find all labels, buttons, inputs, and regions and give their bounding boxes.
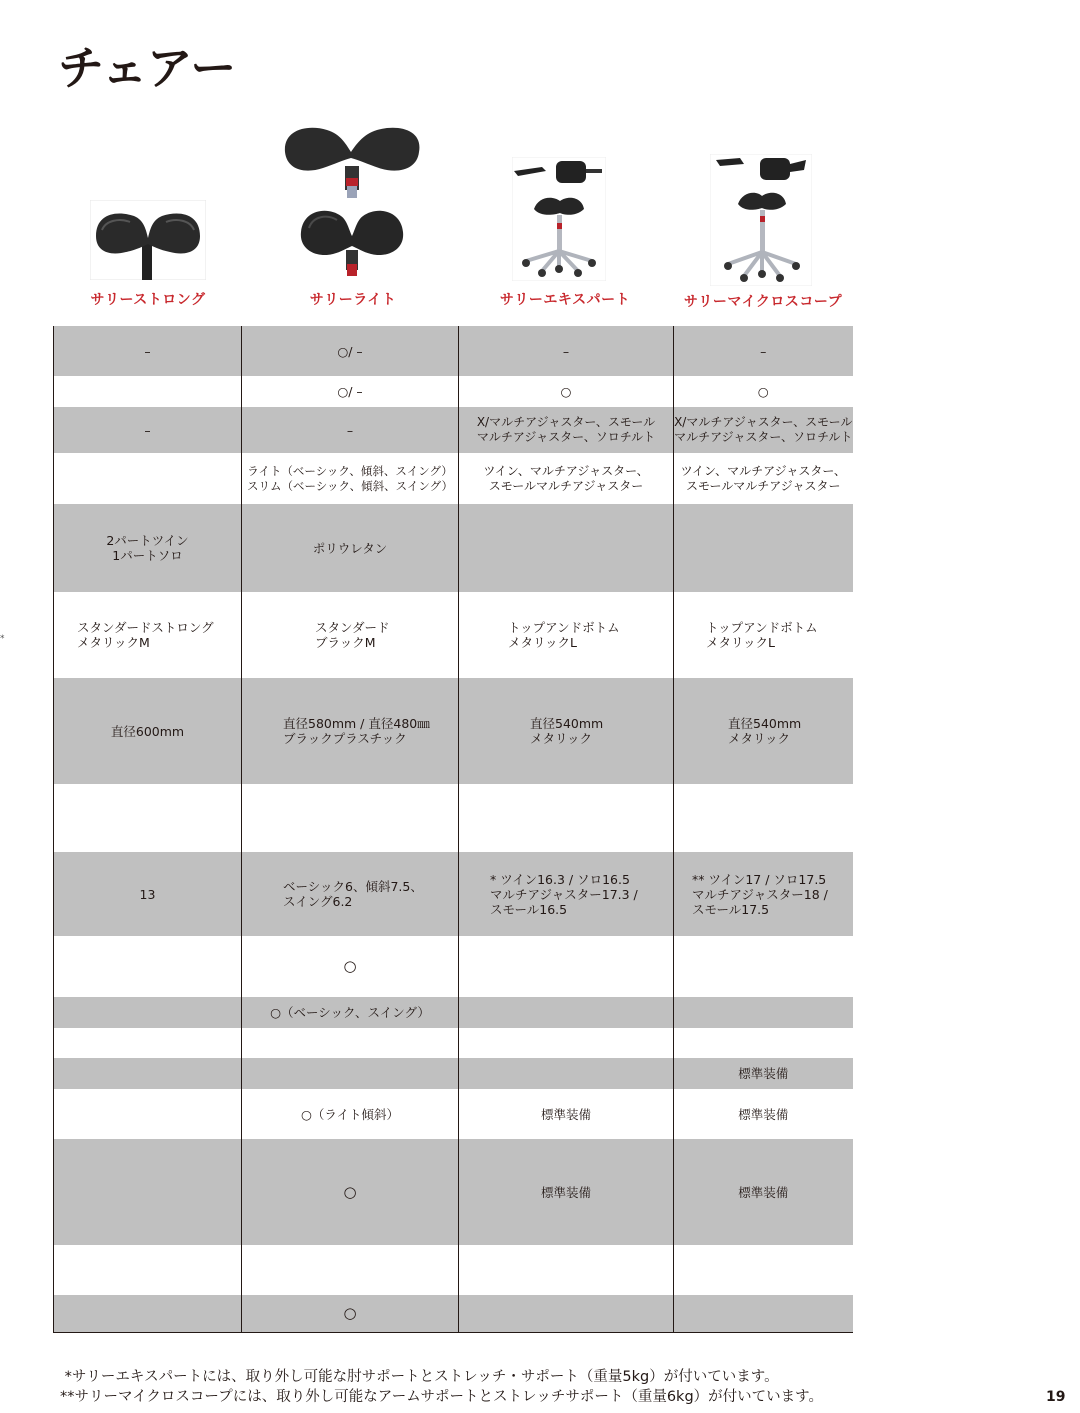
table-cell: スタンダードストロング メタリックM	[54, 592, 242, 678]
product-name-expert: サリーエキスパート	[499, 292, 631, 308]
table-cell: 標準装備	[459, 1139, 674, 1245]
table-cell: ベーシック6、傾斜7.5、 スイング6.2	[242, 852, 459, 936]
table-row	[54, 784, 853, 852]
table-cell	[54, 1245, 242, 1295]
table-cell	[54, 997, 242, 1028]
table-cell: ○（ベーシック、スイング）	[242, 997, 459, 1028]
table-cell	[54, 376, 242, 407]
table-cell: ○/ –	[242, 326, 459, 376]
spec-table	[53, 326, 853, 1333]
table-row	[54, 592, 853, 678]
table-cell: ○	[242, 1139, 459, 1245]
table-cell: ○	[674, 376, 853, 407]
table-cell	[674, 1295, 853, 1332]
table-row	[54, 997, 853, 1028]
table-cell: X/マルチアジャスター、スモール マルチアジャスター、ソロチルト	[459, 407, 674, 453]
table-cell	[54, 1089, 242, 1139]
table-cell	[459, 504, 674, 592]
table-cell	[459, 784, 674, 852]
table-cell	[674, 997, 853, 1028]
table-row	[54, 936, 853, 997]
table-cell	[54, 1295, 242, 1332]
table-row	[54, 678, 853, 784]
table-cell: ○/ –	[242, 376, 459, 407]
table-cell: ** ツイン17 / ソロ17.5 マルチアジャスター18 / スモール17.5	[674, 852, 853, 936]
table-cell	[459, 936, 674, 997]
table-cell: –	[459, 326, 674, 376]
table-cell: 13	[54, 852, 242, 936]
product-image-light-top	[279, 122, 425, 198]
footnote-microscope: **サリーマイクロスコープには、取り外し可能なアームサポートとストレッチサポート（重量6kg）が付いています。	[60, 1389, 823, 1405]
table-row	[54, 1245, 853, 1295]
product-name-strong: サリーストロング	[90, 292, 206, 308]
table-cell	[242, 1028, 459, 1058]
table-cell	[54, 1139, 242, 1245]
table-cell	[674, 784, 853, 852]
page-number: 19	[1046, 1389, 1066, 1405]
table-row	[54, 407, 853, 453]
product-image-strong	[90, 200, 206, 280]
table-cell	[54, 1058, 242, 1089]
page-title: チェアー	[58, 41, 236, 95]
table-cell: スタンダード ブラックM	[242, 592, 459, 678]
table-cell	[242, 784, 459, 852]
footnotes	[60, 1367, 823, 1407]
table-cell	[54, 1028, 242, 1058]
table-row	[54, 1028, 853, 1058]
table-cell	[674, 1028, 853, 1058]
product-name-microscope: サリーマイクロスコープ	[683, 294, 843, 310]
table-cell	[54, 784, 242, 852]
table-cell: 直径600mm	[54, 678, 242, 784]
table-cell: 直径540mm メタリック	[674, 678, 853, 784]
table-cell: 直径540mm メタリック	[459, 678, 674, 784]
table-row	[54, 453, 853, 504]
table-cell: –	[242, 407, 459, 453]
table-cell: トップアンドボトム メタリックL	[459, 592, 674, 678]
table-cell: トップアンドボトム メタリックL	[674, 592, 853, 678]
table-cell	[674, 504, 853, 592]
table-row	[54, 1058, 853, 1089]
table-cell	[242, 1245, 459, 1295]
table-cell: X/マルチアジャスター、スモール マルチアジャスター、ソロチルト	[674, 407, 853, 453]
table-cell	[459, 997, 674, 1028]
product-name-light: サリーライト	[309, 292, 397, 308]
stray-mark: *	[0, 634, 5, 644]
table-row	[54, 1089, 853, 1139]
table-cell	[459, 1245, 674, 1295]
table-cell	[459, 1295, 674, 1332]
table-cell	[54, 936, 242, 997]
table-cell: ツイン、マルチアジャスター、 スモールマルチアジャスター	[674, 453, 853, 504]
table-row	[54, 504, 853, 592]
table-row	[54, 1295, 853, 1332]
table-cell: ○	[459, 376, 674, 407]
product-image-light-bottom	[279, 202, 425, 282]
table-cell: 直径580mm / 直径480㎜ ブラックプラスチック	[242, 678, 459, 784]
table-cell: ポリウレタン	[242, 504, 459, 592]
table-cell: 標準装備	[459, 1089, 674, 1139]
table-cell: * ツイン16.3 / ソロ16.5 マルチアジャスター17.3 / スモール16.5	[459, 852, 674, 936]
product-image-microscope	[710, 154, 812, 286]
table-cell	[459, 1028, 674, 1058]
table-cell: ライト（ベーシック、傾斜、スイング） スリム（ベーシック、傾斜、スイング）	[242, 453, 459, 504]
table-cell	[674, 1245, 853, 1295]
table-cell: ○	[242, 1295, 459, 1332]
table-cell	[54, 453, 242, 504]
table-cell: 2パートツイン 1パートソロ	[54, 504, 242, 592]
table-cell: ツイン、マルチアジャスター、 スモールマルチアジャスター	[459, 453, 674, 504]
table-cell: 標準装備	[674, 1058, 853, 1089]
footnote-expert: *サリーエキスパートには、取り外し可能な肘サポートとストレッチ・サポート（重量5kg）が付いています。	[60, 1369, 779, 1385]
table-cell: –	[54, 326, 242, 376]
table-cell: –	[54, 407, 242, 453]
table-cell	[242, 1058, 459, 1089]
table-row	[54, 376, 853, 407]
table-cell	[459, 1058, 674, 1089]
table-cell: 標準装備	[674, 1089, 853, 1139]
table-cell: –	[674, 326, 853, 376]
table-cell: ○（ライト傾斜）	[242, 1089, 459, 1139]
table-cell: ○	[242, 936, 459, 997]
table-row	[54, 326, 853, 376]
product-image-expert	[512, 157, 606, 281]
table-cell	[674, 936, 853, 997]
table-cell: 標準装備	[674, 1139, 853, 1245]
table-row	[54, 1139, 853, 1245]
table-row	[54, 852, 853, 936]
